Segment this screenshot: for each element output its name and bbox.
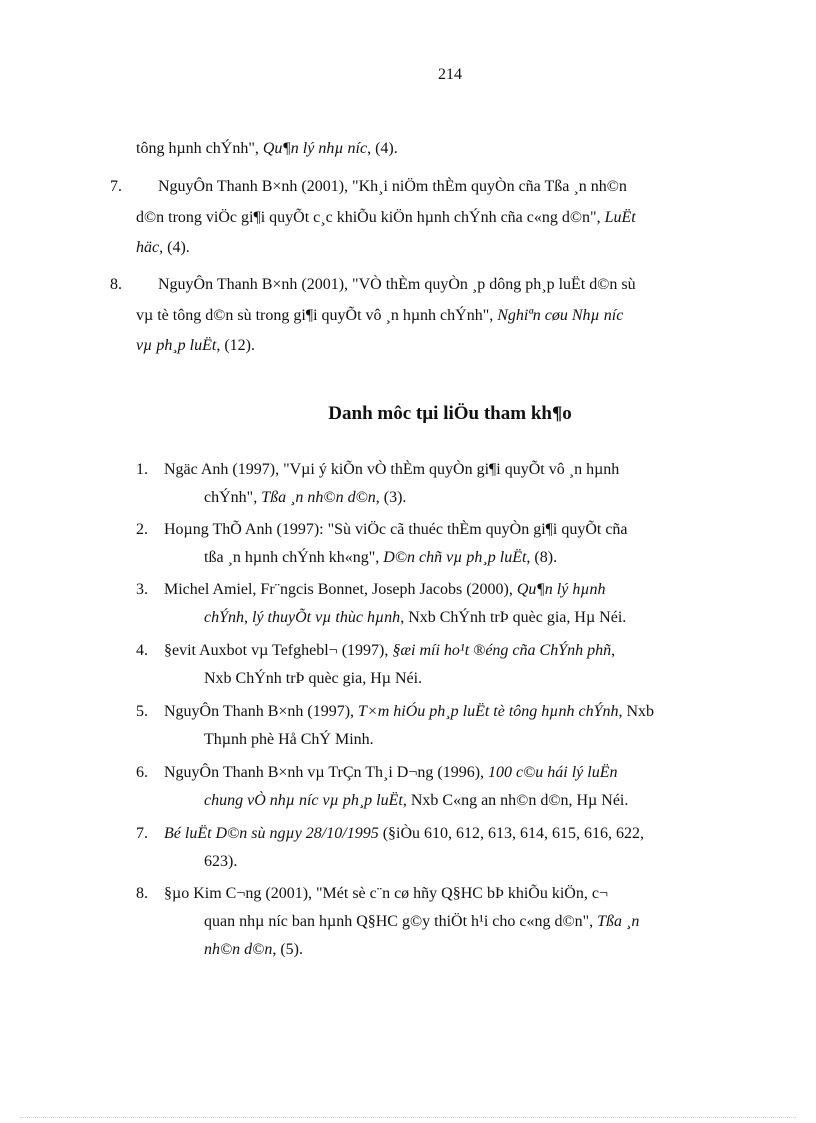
text: , (3). [375, 489, 407, 506]
text: Hoµng ThÕ Anh (1997): "Sù viÖc cã thuéc thÈm quyÒn gi¶i quyÕt cña [164, 521, 628, 538]
page-bottom-dotted-rule [20, 1117, 796, 1118]
journal-title: Tßa ¸n nh©n d©n [261, 489, 376, 506]
line [164, 879, 608, 908]
line [204, 725, 374, 754]
book-title: Qu¶n lý hµnh [516, 581, 606, 598]
section-heading: Danh môc tµi liÖu tham kh¶o [328, 403, 572, 424]
book-title: §æi míi ho¹t ®éng cña ChÝnh phñ [392, 642, 612, 659]
book-title: T×m hiÓu ph¸p luËt tè tông hµnh chÝnh [358, 703, 619, 720]
journal-title: vµ ph¸p luËt [136, 337, 217, 354]
text: , (5). [272, 941, 303, 958]
text: NguyÔn Thanh B×nh vµ TrÇn Th¸i D¬ng (1996), [164, 764, 489, 781]
line [164, 636, 615, 665]
text: tông hµnh chÝnh", [136, 140, 263, 157]
text: (§iÒu 610, 612, 613, 614, 615, 616, 622, [378, 825, 645, 842]
journal-title: Nghiªn cøu Nhµ níc [497, 307, 624, 324]
journal-title: häc [136, 239, 160, 256]
text: 623). [204, 853, 238, 870]
text: d©n trong viÖc gi¶i quyÕt c¸c khiÕu kiÖn hµnh chÝnh cña c«ng d©n", [136, 209, 605, 226]
text: chÝnh", [204, 489, 262, 506]
line [204, 543, 557, 572]
reference-number: 8. [136, 885, 148, 902]
line [204, 847, 237, 876]
book-title: Bé luËt D©n sù ngµy 28/10/1995 [164, 825, 379, 842]
line [204, 935, 303, 964]
line [164, 697, 654, 726]
journal-title: Tßa ¸n [597, 913, 640, 930]
text: §evit Auxbot vµ Tefghebl¬ (1997), [164, 642, 393, 659]
entry-number: 7. [110, 178, 122, 195]
reference-number: 5. [136, 703, 148, 720]
text: §µo Kim C¬ng (2001), "Mét sè c¨n cø hñy Q§HC bÞ khiÕu kiÖn, c¬ [164, 885, 608, 902]
journal-title: LuËt [604, 209, 636, 226]
line [136, 203, 636, 232]
line [204, 603, 626, 632]
reference-number: 7. [136, 825, 148, 842]
line [164, 758, 618, 787]
text: , Nxb [618, 703, 655, 720]
journal-title: D©n chñ vµ ph¸p luËt [383, 549, 527, 566]
line [136, 233, 190, 262]
reference-number: 1. [136, 461, 148, 478]
entry-number: 8. [110, 276, 122, 293]
line [164, 575, 606, 604]
text: NguyÔn Thanh B×nh (2001), "Kh¸i niÖm thÈm quyÒn cña Tßa ¸n nh©n [158, 178, 627, 195]
line [158, 172, 627, 201]
journal-title: nh©n d©n [204, 941, 273, 958]
text: , (4). [367, 140, 398, 157]
reference-number: 2. [136, 521, 148, 538]
reference-number: 4. [136, 642, 148, 659]
text: , (12). [216, 337, 255, 354]
text: Michel Amiel, Fr¨ngcis Bonnet, Joseph Jacobs (2000), [164, 581, 517, 598]
reference-number: 6. [136, 764, 148, 781]
text: quan nhµ níc ban hµnh Q§HC g©y thiÖt h¹i cho c«ng d©n", [204, 913, 598, 930]
page-number: 214 [438, 66, 462, 83]
line [164, 515, 628, 544]
line [204, 786, 628, 815]
text: , Nxb ChÝnh trÞ quèc gia, Hµ Néi. [400, 609, 627, 626]
text: Ngäc Anh (1997), "Vµi ý kiÕn vÒ thÈm quyÒn gi¶i quyÕt vô ¸n hµnh [164, 461, 620, 478]
line [136, 301, 623, 330]
book-title: 100 c©u hái lý luËn [488, 764, 618, 781]
text: , (4). [159, 239, 190, 256]
text: vµ tè tông d©n sù trong gi¶i quyÕt vô ¸n hµnh chÝnh", [136, 307, 498, 324]
text: NguyÔn Thanh B×nh (2001), "VÒ thÈm quyÒn ¸p dông ph¸p luËt d©n sù [158, 276, 636, 293]
text: , [611, 642, 616, 659]
line [136, 140, 398, 157]
line [158, 270, 636, 299]
journal-title: Qu¶n lý nhµ níc [262, 140, 368, 157]
line [204, 664, 422, 693]
line [204, 483, 406, 512]
text: tßa ¸n hµnh chÝnh kh«ng", [204, 549, 384, 566]
top-entry-continued [136, 134, 398, 163]
book-title: chÝnh, lý thuyÕt vµ thùc hµnh [204, 609, 401, 626]
line [204, 907, 639, 936]
book-title: chung vÒ nhµ níc vµ ph¸p luËt [204, 792, 403, 809]
line [136, 331, 255, 360]
text: Thµnh phè Hå ChÝ Minh. [204, 731, 374, 748]
line [164, 819, 644, 848]
reference-number: 3. [136, 581, 148, 598]
line [164, 455, 619, 484]
text: , (8). [526, 549, 558, 566]
text: , Nxb C«ng an nh©n d©n, Hµ Néi. [402, 792, 629, 809]
text: NguyÔn Thanh B×nh (1997), [164, 703, 359, 720]
text: Nxb ChÝnh trÞ quèc gia, Hµ Néi. [204, 670, 423, 687]
